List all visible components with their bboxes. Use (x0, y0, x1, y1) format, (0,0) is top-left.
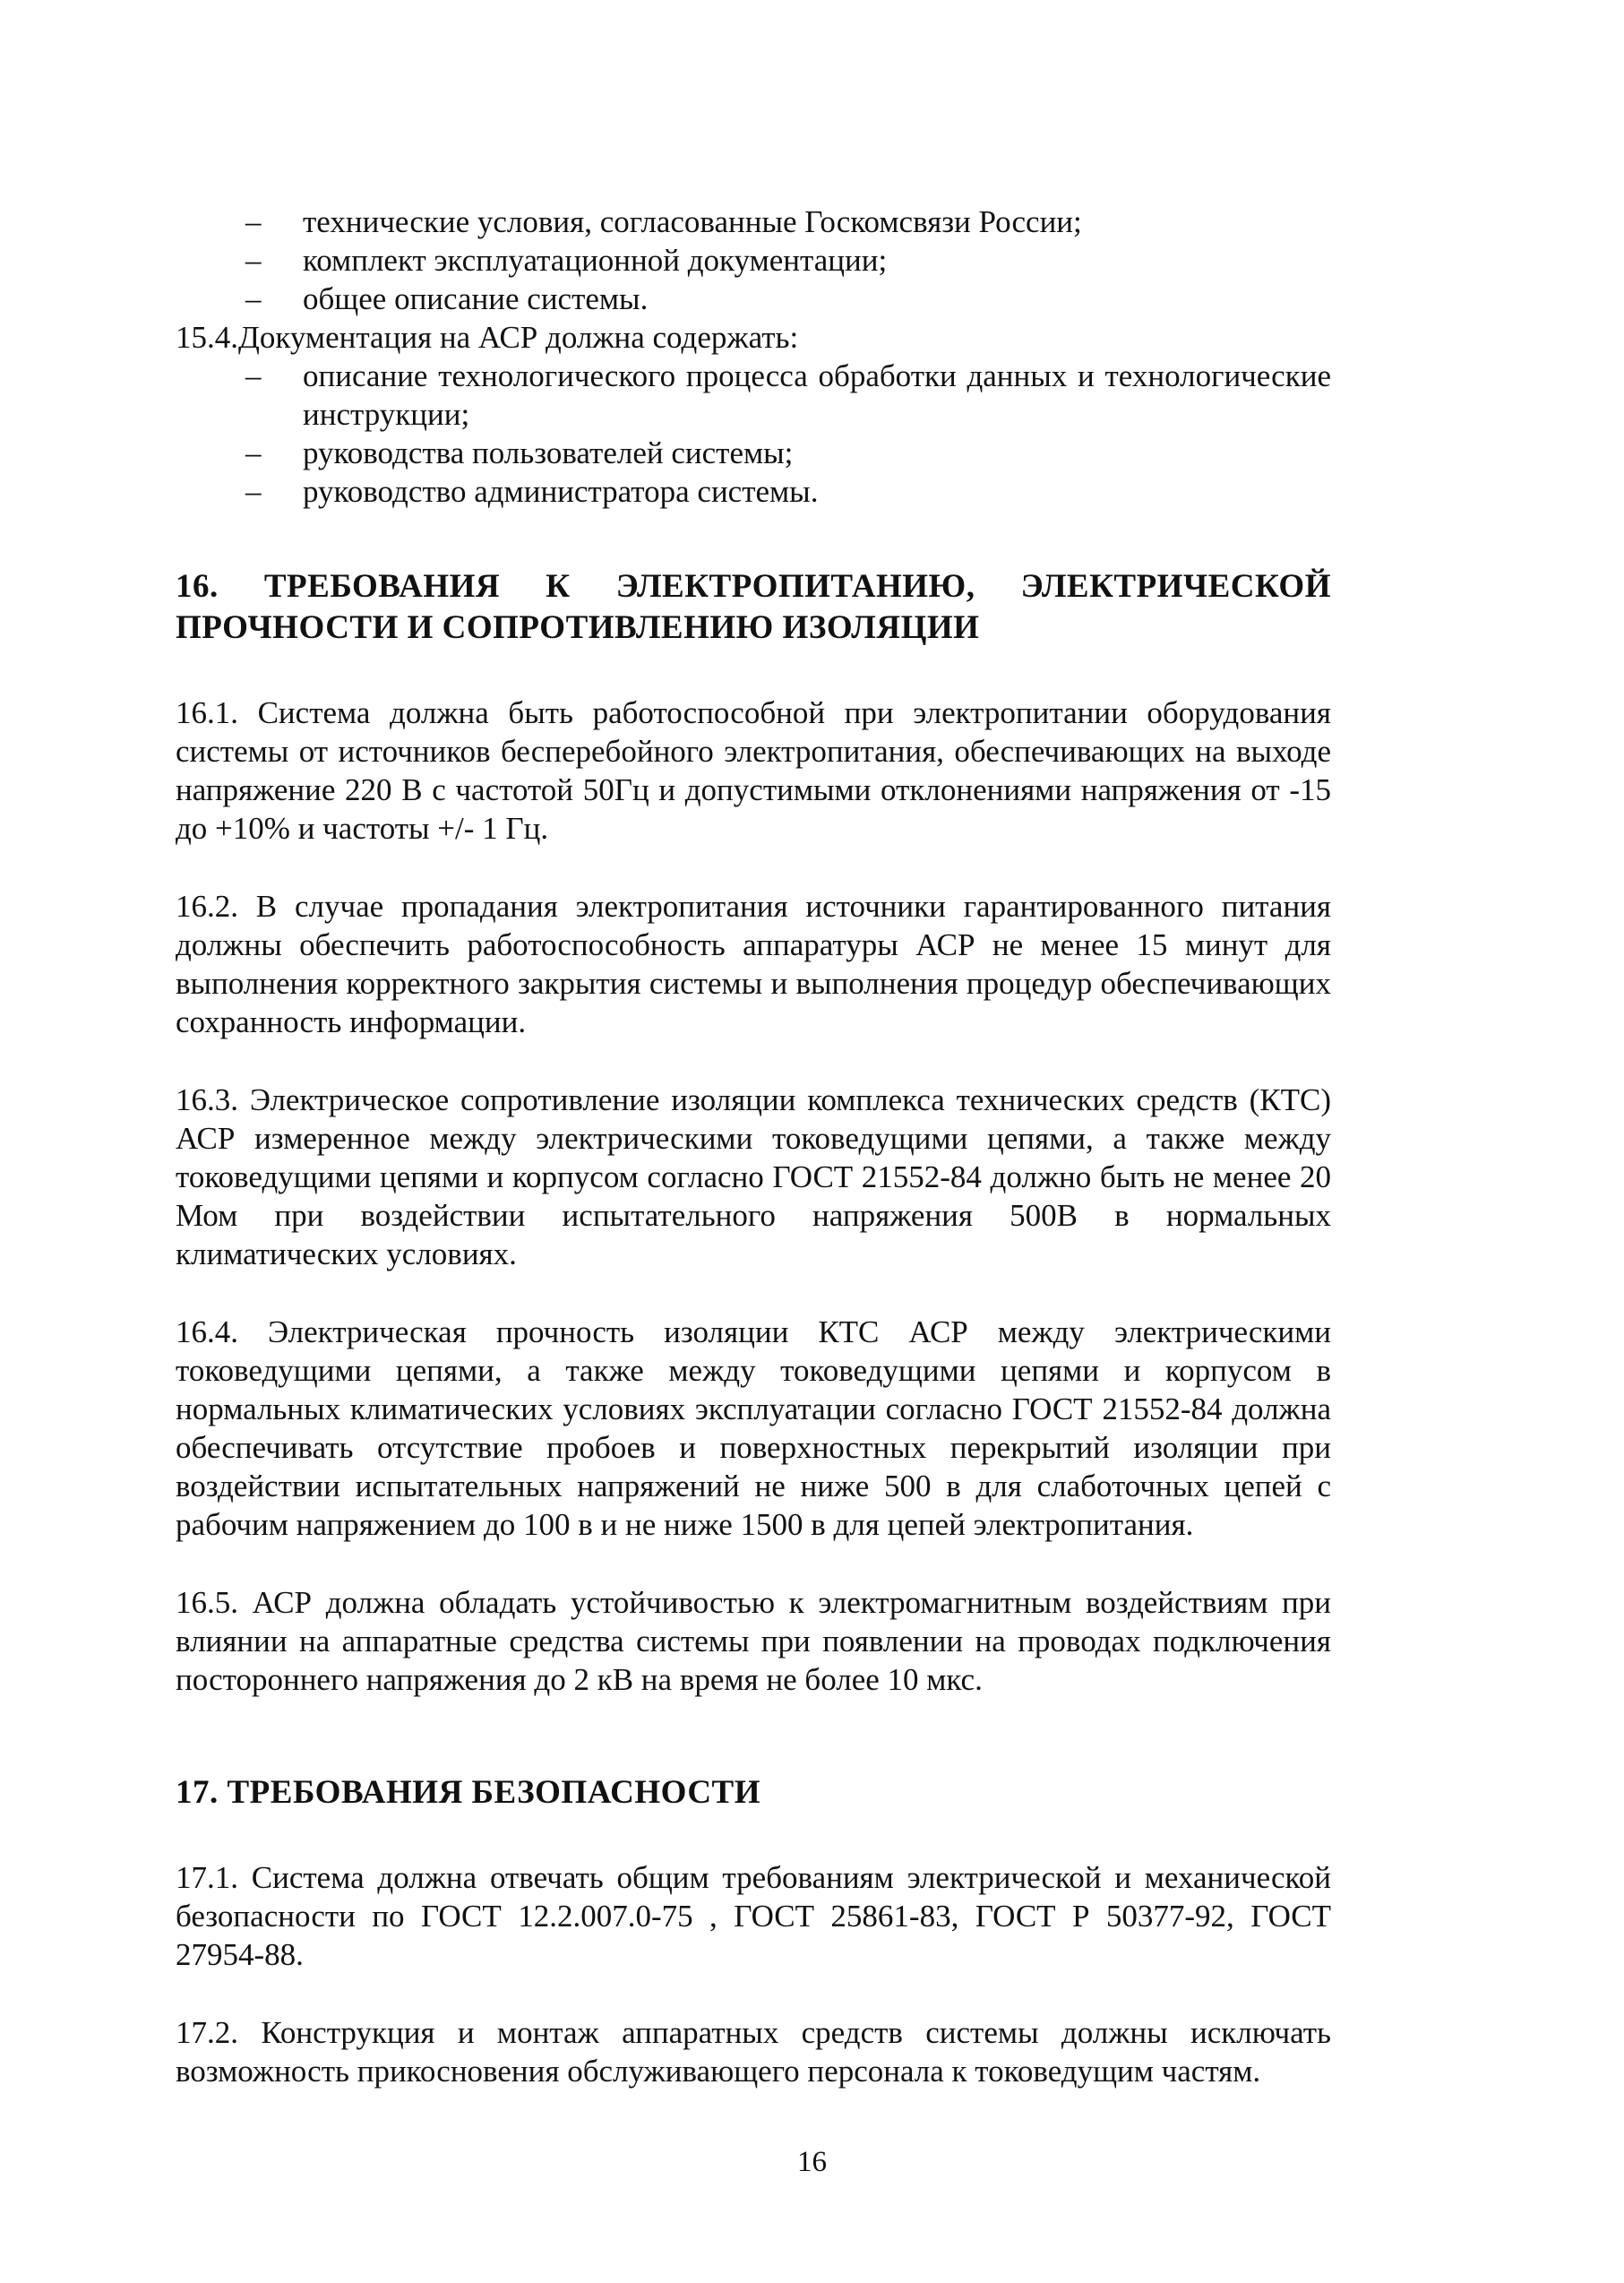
list-item: – руководства пользователей системы; (245, 435, 794, 470)
list-item: – комплект эксплуатационной документации; (245, 243, 888, 278)
paragraph-17-1: 17.1. Система должна отвечать общим требованиям электрической и механической безопасности по ГОСТ 12.2.007.0-75 , ГОСТ 25861-83, ГОСТ Р 50377-92, ГОСТ 27954-88. (176, 1860, 1331, 1972)
paragraph-16-3: 16.3. Электрическое сопротивление изоляции комплекса технических средств (КТС) АСР измеренное между электрическими токоведущими цепями, а также между токоведущими цепями и корпусом согласно ГОСТ 21552-84 должно быть не менее 20 Мом при воздействии испытательного напряжения 500В в нормальных климатических условиях. (176, 1082, 1331, 1271)
paragraph-16-2: 16.2. В случае пропадания электропитания источники гарантированного питания должны обеспечить работоспособность аппаратуры АСР не менее 15 минут для выполнения корректного закрытия системы и выполнения процедур обеспечивающих сохранность информации. (176, 889, 1331, 1039)
list-dash: – (245, 435, 262, 470)
list-item: – руководство администратора системы. (245, 474, 819, 509)
page-content (176, 202, 1331, 2090)
document-list-top (176, 202, 1331, 318)
list-dash: – (245, 358, 262, 393)
paragraph-16-1: 16.1. Система должна быть работоспособной при электропитании оборудования системы от источников бесперебойного электропитания, обеспечивающих на выходе напряжение 220 В с частотой 50Гц и допустимыми отклонениями напряжения от -15 до +10% и частоты +/- 1 Гц. (176, 695, 1331, 846)
paragraph-17-2: 17.2. Конструкция и монтаж аппаратных средств системы должны исключать возможность прикосновения обслуживающего персонала к токоведущим частям. (176, 2015, 1331, 2089)
list-item: – технические условия, согласованные Госкомсвязи России; (245, 204, 1082, 239)
list-dash: – (245, 204, 262, 239)
section-16-heading: 16. ТРЕБОВАНИЯ К ЭЛЕКТРОПИТАНИЮ, ЭЛЕКТРИЧЕСКОЙ ПРОЧНОСТИ И СОПРОТИВЛЕНИЮ ИЗОЛЯЦИИ (176, 568, 1331, 646)
list-item: – описание технологического процесса обработки данных и технологические инструкции; (245, 358, 1331, 432)
section-17-heading: 17. ТРЕБОВАНИЯ БЕЗОПАСНОСТИ (176, 1774, 761, 1811)
list-dash: – (245, 474, 262, 509)
list-dash: – (245, 243, 262, 278)
list-dash: – (245, 281, 262, 316)
list-item: – общее описание системы. (245, 281, 649, 316)
paragraph-16-4: 16.4. Электрическая прочность изоляции КТС АСР между электрическими токоведущими цепями, а также между токоведущими цепями и корпусом в нормальных климатических условиях эксплуатации согласно ГОСТ 21552-84 должна обеспечивать отсутствие пробоев и поверхностных перекрытий изоляции при воздействии испытательных напряжений не ниже 500 в для слаботочных цепей с рабочим напряжением до 100 в и не ниже 1500 в для цепей электропитания. (176, 1314, 1331, 1542)
page-number: 16 (797, 2146, 827, 2178)
clause-15-4-list (176, 357, 1331, 511)
paragraph-16-5: 16.5. АСР должна обладать устойчивостью к электромагнитным воздействиям при влиянии на аппаратные средства системы при появлении на проводах подключения постороннего напряжения до 2 кВ на время не более 10 мкс. (176, 1585, 1331, 1697)
clause-15-4: 15.4.Документация на АСР должна содержать: (176, 320, 799, 355)
